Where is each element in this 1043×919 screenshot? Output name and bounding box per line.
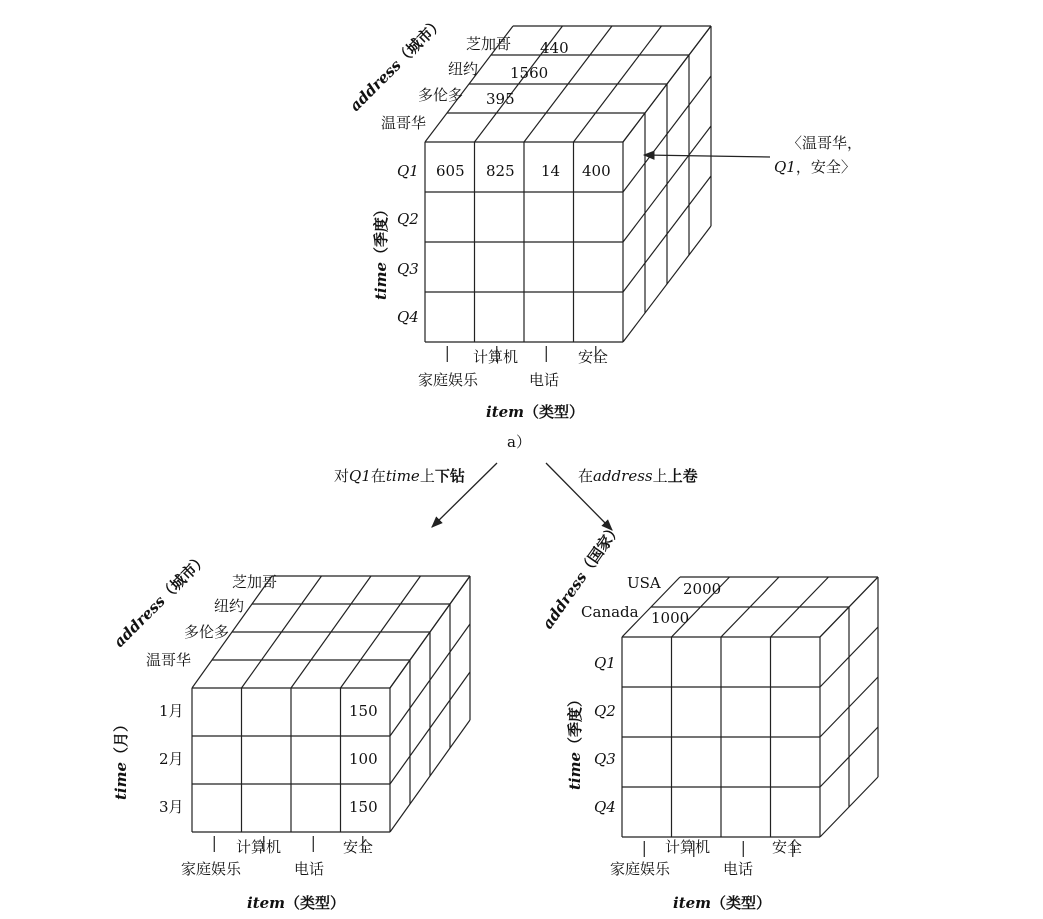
q1-value: 825 — [486, 162, 515, 180]
security-value: 100 — [349, 750, 378, 768]
caption: a） — [507, 433, 531, 451]
item-axis-title: item（类型） — [486, 403, 585, 421]
callout-arrow — [644, 155, 770, 157]
quarter-label: Q2 — [594, 702, 616, 720]
item-label: 电话 — [529, 371, 560, 389]
security-value: 150 — [349, 798, 378, 816]
country-label: USA — [627, 574, 661, 592]
item-label: 计算机 — [236, 838, 282, 856]
q1-value: 14 — [541, 162, 561, 180]
quarter-label: Q4 — [594, 798, 616, 816]
cube-b — [192, 576, 470, 852]
address-axis-title: address（城市） — [110, 549, 212, 651]
month-label: 3月 — [159, 798, 184, 816]
time-axis-title: time（月） — [112, 716, 130, 800]
quarter-label: Q2 — [397, 210, 419, 228]
item-label: 安全 — [772, 838, 803, 856]
cube-c-labels — [539, 520, 802, 912]
quarter-label: Q4 — [397, 308, 419, 326]
city-label: 纽约 — [214, 597, 245, 615]
operation-arrows — [334, 463, 698, 530]
item-label: 电话 — [723, 860, 754, 878]
item-label: 电话 — [294, 860, 325, 878]
city-label: 温哥华 — [381, 114, 427, 132]
city-label: 温哥华 — [146, 651, 192, 669]
item-label: 家庭娱乐 — [610, 860, 671, 878]
q1-value: 400 — [582, 162, 611, 180]
item-label: 计算机 — [473, 348, 519, 366]
city-label: 多伦多 — [184, 623, 230, 641]
security-value: 150 — [349, 702, 378, 720]
country-value: 1000 — [651, 609, 690, 627]
callout-line2: Q1，安全〉 — [774, 158, 856, 176]
month-label: 1月 — [159, 702, 184, 720]
country-value: 2000 — [683, 580, 722, 598]
cube-a-labels — [346, 14, 862, 451]
item-axis-title: item（类型） — [247, 894, 346, 912]
depth-value: 1560 — [510, 64, 549, 82]
q1-value: 605 — [436, 162, 465, 180]
country-label: Canada — [581, 603, 639, 621]
item-label: 安全 — [578, 348, 609, 366]
city-label: 纽约 — [448, 60, 479, 78]
time-axis-title: time（季度） — [566, 691, 584, 790]
city-label: 多伦多 — [418, 86, 464, 104]
city-label: 芝加哥 — [466, 35, 512, 53]
callout-line1: 〈温哥华， — [787, 134, 863, 152]
quarter-label: Q3 — [594, 750, 616, 768]
address-axis-title: address（城市） — [346, 13, 448, 115]
item-label: 家庭娱乐 — [418, 371, 479, 389]
drill-down-label: 对Q1在time上下钻 — [334, 467, 465, 485]
depth-value: 395 — [486, 90, 515, 108]
quarter-label: Q1 — [397, 162, 419, 180]
item-label: 安全 — [343, 838, 374, 856]
depth-value: 440 — [540, 39, 569, 57]
item-label: 计算机 — [665, 838, 711, 856]
time-axis-title: time（季度） — [372, 201, 390, 300]
month-label: 2月 — [159, 750, 184, 768]
address-axis-title: address（国家） — [538, 519, 626, 633]
item-label: 家庭娱乐 — [181, 860, 242, 878]
item-axis-title: item（类型） — [673, 894, 772, 912]
city-label: 芝加哥 — [232, 573, 278, 591]
roll-up-label: 在address上上卷 — [578, 467, 698, 485]
quarter-label: Q1 — [594, 654, 616, 672]
quarter-label: Q3 — [397, 260, 419, 278]
